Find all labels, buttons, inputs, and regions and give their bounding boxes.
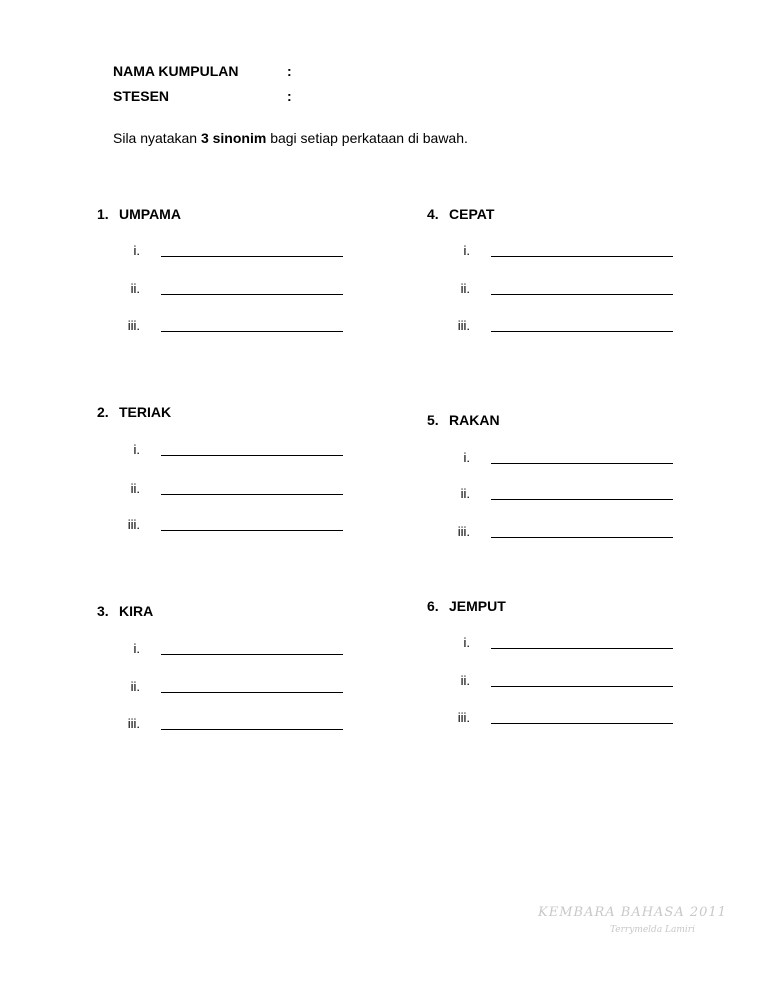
- station-colon: :: [287, 88, 292, 104]
- q2-answer-line-3[interactable]: [161, 530, 343, 531]
- q1-roman-2: ii.: [130, 281, 140, 296]
- q6-roman-1: i.: [463, 635, 470, 650]
- q4-answer-line-3[interactable]: [491, 331, 673, 332]
- q2-roman-2: ii.: [130, 481, 140, 496]
- instruction-post: bagi setiap perkataan di bawah.: [266, 130, 468, 146]
- question-4-word: CEPAT: [449, 206, 495, 222]
- question-3-number: 3.: [97, 603, 109, 619]
- watermark-title: KEMBARA BAHASA 2011: [538, 905, 727, 920]
- q1-roman-3: iii.: [127, 318, 140, 333]
- q3-roman-2: ii.: [130, 679, 140, 694]
- q4-roman-3: iii.: [457, 318, 470, 333]
- q5-roman-1: i.: [463, 450, 470, 465]
- q6-roman-3: iii.: [457, 710, 470, 725]
- watermark-author: Terrymelda Lamiri: [610, 925, 695, 935]
- q3-answer-line-2[interactable]: [161, 692, 343, 693]
- question-2-word: TERIAK: [119, 404, 172, 420]
- q3-answer-line-3[interactable]: [161, 729, 343, 730]
- q4-answer-line-2[interactable]: [491, 294, 673, 295]
- question-4-number: 4.: [427, 206, 439, 222]
- q3-roman-3: iii.: [127, 716, 140, 731]
- instruction-text: [113, 130, 468, 146]
- question-1-word: UMPAMA: [119, 206, 181, 222]
- q1-answer-line-1[interactable]: [161, 256, 343, 257]
- q5-roman-3: iii.: [457, 524, 470, 539]
- instruction-bold: 3 sinonim: [200, 130, 267, 146]
- q5-answer-line-2[interactable]: [491, 499, 673, 500]
- question-3-word: KIRA: [119, 603, 154, 619]
- q5-answer-line-3[interactable]: [491, 537, 673, 538]
- q2-answer-line-1[interactable]: [161, 455, 343, 456]
- q5-roman-2: ii.: [460, 486, 470, 501]
- q1-roman-1: i.: [133, 243, 140, 258]
- q2-roman-1: i.: [133, 442, 140, 457]
- q4-answer-line-1[interactable]: [491, 256, 673, 257]
- q1-answer-line-3[interactable]: [161, 331, 343, 332]
- q6-roman-2: ii.: [460, 673, 470, 688]
- question-1-number: 1.: [97, 206, 109, 222]
- q4-roman-1: i.: [463, 243, 470, 258]
- question-5-number: 5.: [427, 412, 439, 428]
- station-label: STESEN: [113, 88, 170, 104]
- q4-roman-2: ii.: [460, 281, 470, 296]
- instruction-pre: Sila nyatakan: [113, 130, 201, 146]
- q6-answer-line-2[interactable]: [491, 686, 673, 687]
- q6-answer-line-3[interactable]: [491, 723, 673, 724]
- q2-answer-line-2[interactable]: [161, 494, 343, 495]
- group-name-label: NAMA KUMPULAN: [113, 63, 239, 79]
- q1-answer-line-2[interactable]: [161, 294, 343, 295]
- q3-roman-1: i.: [133, 641, 140, 656]
- question-5-word: RAKAN: [449, 412, 500, 428]
- question-2-number: 2.: [97, 404, 109, 420]
- q3-answer-line-1[interactable]: [161, 654, 343, 655]
- q2-roman-3: iii.: [127, 517, 140, 532]
- question-6-word: JEMPUT: [449, 598, 506, 614]
- q6-answer-line-1[interactable]: [491, 648, 673, 649]
- question-6-number: 6.: [427, 598, 439, 614]
- q5-answer-line-1[interactable]: [491, 463, 673, 464]
- group-name-colon: :: [287, 63, 292, 79]
